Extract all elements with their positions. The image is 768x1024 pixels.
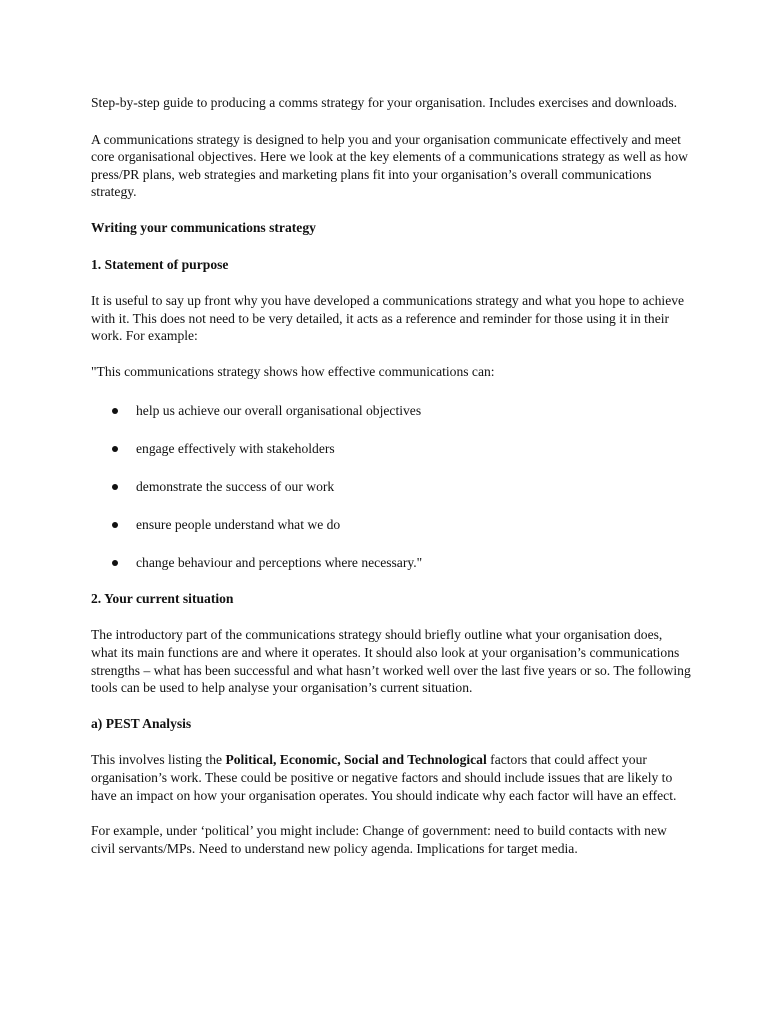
pest-paragraph [91, 751, 691, 804]
list-item [91, 516, 691, 534]
list-item-text: help us achieve our overall organisational objectives [136, 402, 422, 418]
list-item [91, 440, 691, 458]
bullet-icon [112, 484, 118, 490]
example-paragraph: For example, under ‘political’ you might include: Change of government: need to build contacts with new civil servants/MPs. Need to understand new policy agenda. Implications for target media. [91, 823, 667, 856]
purpose-bullet-list [91, 402, 691, 572]
list-item [91, 554, 691, 572]
bullet-icon [112, 408, 118, 414]
document-page [91, 94, 691, 875]
list-item-text: engage effectively with stakeholders [136, 440, 335, 456]
intro-paragraph: Step-by-step guide to producing a comms strategy for your organisation. Includes exercises and downloads. [91, 95, 678, 110]
section-heading: Writing your communications strategy [91, 219, 316, 235]
list-item-text: ensure people understand what we do [136, 517, 341, 533]
pest-factors-bold: Political, Economic, Social and Technological [225, 752, 487, 768]
list-item [91, 402, 691, 420]
bullet-icon [112, 446, 118, 452]
statement-heading: 1. Statement of purpose [91, 256, 229, 272]
bullet-icon [112, 522, 118, 528]
list-item-text: change behaviour and perceptions where necessary." [136, 555, 423, 571]
pest-text-after: factors that could affect your organisation’s work. These could be positive or negative factors and should include issues that are likely to have an impact on how your organisation operates. You should indicate why each factor will have an effect. [91, 752, 677, 803]
statement-paragraph: It is useful to say up front why you have developed a communications strategy and what you hope to achieve with it. This does not need to be very detailed, it acts as a reference and reminder for those using it in their work. For example: [91, 293, 685, 344]
pest-heading: a) PEST Analysis [91, 715, 192, 731]
pest-text-before: This involves listing the [91, 752, 226, 768]
overview-paragraph: A communications strategy is designed to help you and your organisation communicate effectively and meet core organisational objectives. Here we look at the key elements of a communications strategy as well as how press/PR plans, web strategies and marketing plans fit into your organisation’s overall communications strategy. [91, 131, 688, 200]
bullet-icon [112, 560, 118, 566]
list-item-text: demonstrate the success of our work [136, 478, 335, 494]
situation-paragraph: The introductory part of the communications strategy should briefly outline what your organisation does, what its main functions are and where it operates. It should also look at your organisation’s communications strengths – what has been successful and what hasn’t worked well over the last five years or so. The following tools can be used to help analyse your organisation’s current situation. [91, 627, 691, 696]
situation-heading: 2. Your current situation [91, 590, 234, 606]
quote-lead: "This communications strategy shows how effective communications can: [91, 363, 495, 379]
list-item [91, 478, 691, 496]
